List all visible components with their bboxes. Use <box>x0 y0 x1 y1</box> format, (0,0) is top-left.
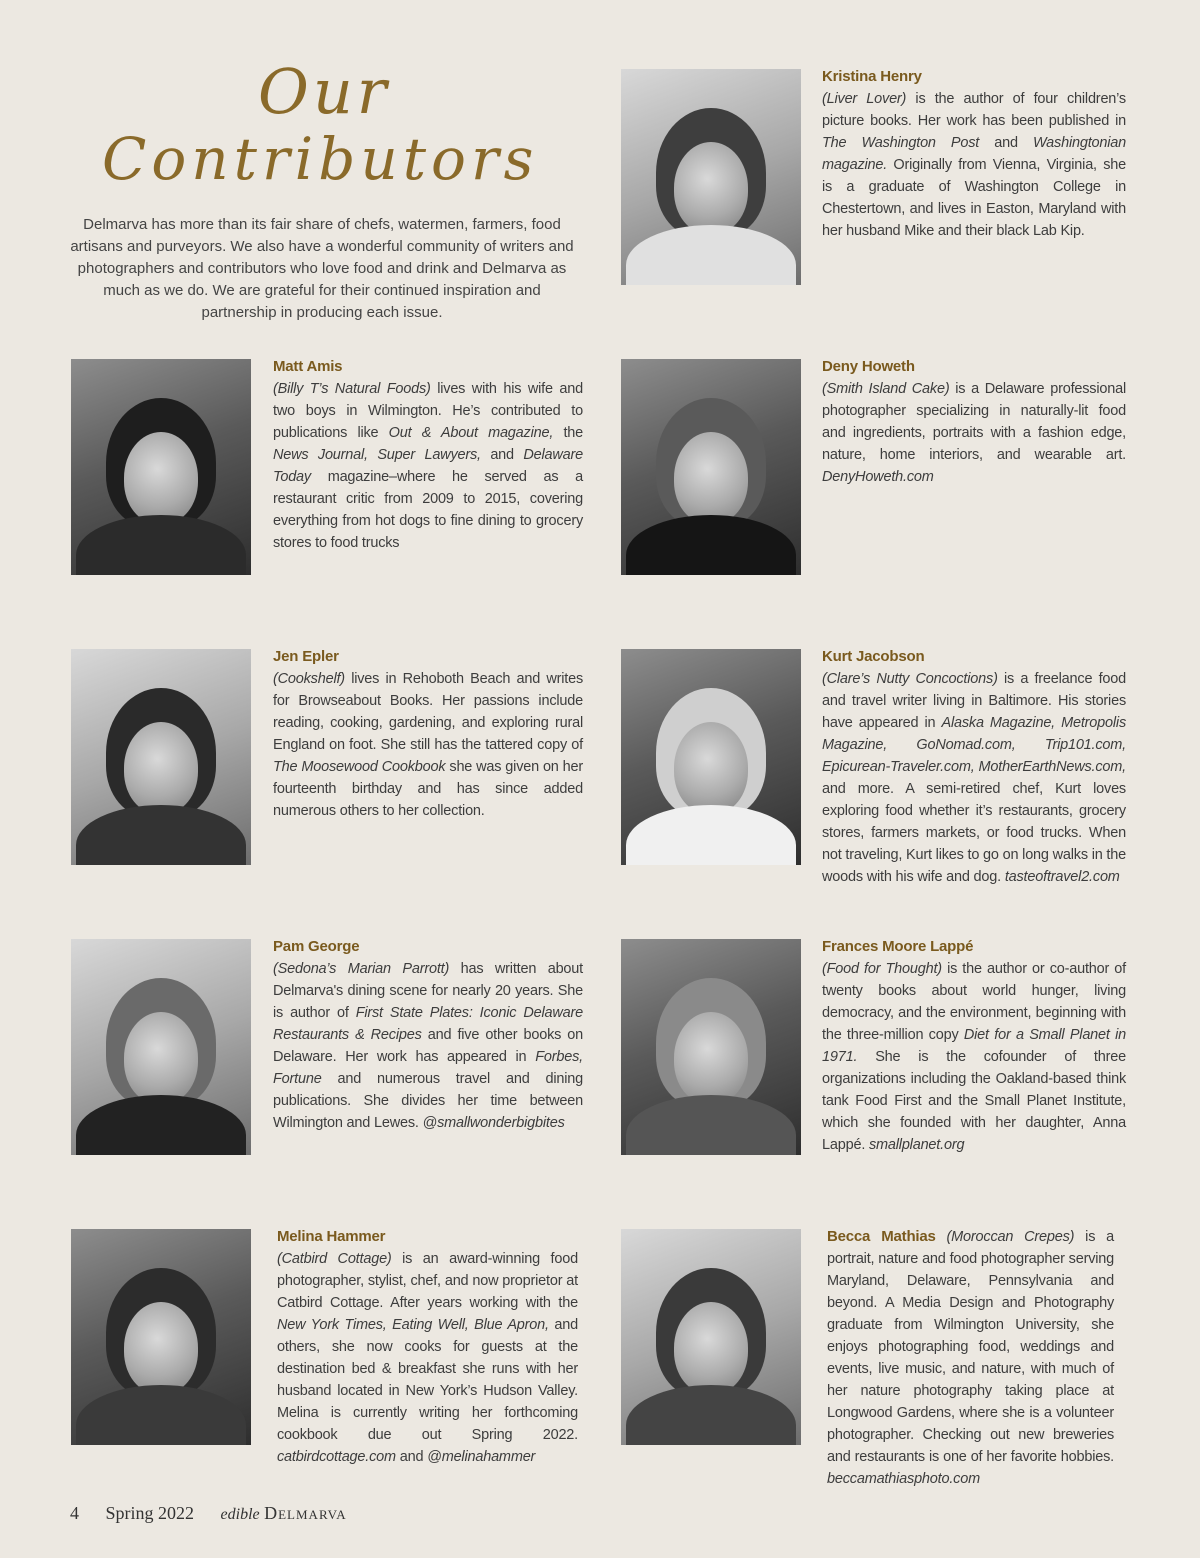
photo-jen-epler <box>71 649 251 865</box>
bio-text: (Sedona’s Marian Parrott) <box>273 961 450 977</box>
bio-text: Washingtonian magazine. <box>822 135 1126 173</box>
bio-text: (Billy T’s Natural Foods) <box>273 381 431 397</box>
contributor-name: Kurt Jacobson <box>822 648 925 665</box>
bio-text: and <box>480 447 524 463</box>
bio-text: The Washington Post <box>822 135 980 151</box>
photo-pam-george <box>71 939 251 1155</box>
bio-melina-hammer <box>277 1226 578 1468</box>
bio-becca-mathias <box>827 1226 1114 1490</box>
contributor-name: Pam George <box>273 938 360 955</box>
bio-matt-amis <box>273 356 583 554</box>
website-link[interactable]: DenyHoweth.com <box>822 469 934 485</box>
bio-text: (Liver Lover) <box>822 91 907 107</box>
bio-text: is an award-winning food photographer, stylist, chef, and now proprietor at Catbird Cottage. After years working with the <box>277 1251 578 1311</box>
website-link[interactable]: smallplanet.org <box>868 1137 965 1153</box>
bio-text: (Clare’s Nutty Concoctions) <box>822 671 998 687</box>
brand-italic: edible <box>220 1506 260 1523</box>
bio-text: New York Times, Eating Well, Blue Apron, <box>277 1317 549 1333</box>
bio-text: the <box>553 425 583 441</box>
contributor-name: Becca Mathias <box>827 1228 936 1245</box>
bio-text: is a portrait, nature and food photographer serving Maryland, Delaware, Pennsylvania and beyond. A Media Design and Photography graduate from Wilmington University, she enjoys photographing food, weddings and events, live music, and nature, with much of her nature photography taking place at Longwood Gardens, where she is a volunteer photographer. Checking out new breweries and restaurants is one of her favorite hobbies. <box>827 1229 1114 1465</box>
contributor-name: Matt Amis <box>273 358 343 375</box>
bio-text: lives in Rehoboth Beach and writes for Browseabout Books. Her passions include reading, cooking, gardening, and exploring rural England on foot. She still has the tattered copy of <box>273 671 583 753</box>
page-number: 4 <box>70 1503 79 1523</box>
bio-text: and five other books on Delaware. Her work has appeared in <box>273 1027 583 1065</box>
issue-date: Spring 2022 <box>105 1503 195 1523</box>
bio-text: Delaware Today <box>273 447 583 485</box>
bio-text: lives with his wife and two boys in Wilmington. He’s contributed to publications like <box>273 381 583 441</box>
photo-becca-mathias <box>621 1229 801 1445</box>
photo-kurt-jacobson <box>621 649 801 865</box>
bio-text: is the author or co-author of twenty books about world hunger, living democracy, and the environment, beginning with the three-million copy <box>822 961 1126 1043</box>
bio-frances-moore-lappe <box>822 936 1126 1156</box>
bio-jen-epler <box>273 646 583 822</box>
bio-text: and others, she now cooks for guests at the destination bed & breakfast she runs with her husband located in New York’s Hudson Valley. Melina is currently writing her forthcoming cookbook due out Spring 2022. <box>277 1317 578 1443</box>
photo-frances-moore-lappe <box>621 939 801 1155</box>
photo-matt-amis <box>71 359 251 575</box>
bio-text: Originally from Vienna, Virginia, she is a graduate of Washington College in Chestertown, and lives in Easton, Maryland with her husband Mike and their black Lab Kip. <box>822 157 1126 239</box>
bio-text: is the author of four children’s picture books. Her work has been published in <box>822 91 1126 129</box>
bio-text: and <box>979 135 1033 151</box>
photo-melina-hammer <box>71 1229 251 1445</box>
bio-text: and <box>395 1449 428 1465</box>
bio-text: Out & About magazine, <box>388 425 554 441</box>
magazine-brand <box>221 1503 347 1523</box>
bio-text: and more. A semi-retired chef, Kurt loves exploring food whether it’s restaurants, grocery stores, farmers markets, or food trucks. When not traveling, Kurt likes to go on long walks in the woods with his wife and dog. <box>822 781 1126 885</box>
page-footer <box>70 1503 369 1524</box>
bio-text: she was given on her fourteenth birthday and has since added numerous others to her collection. <box>273 759 584 819</box>
title-line-1: Our <box>258 55 391 128</box>
bio-text: Diet for a Small Planet in 1971. <box>822 1027 1126 1065</box>
bio-text: Forbes, Fortune <box>273 1049 583 1087</box>
bio-text: (Catbird Cottage) <box>277 1251 392 1267</box>
title-line-2: Contributors <box>102 125 539 193</box>
social-handle-link[interactable]: @smallwonderbigbites <box>422 1115 565 1131</box>
bio-text: is a Delaware professional photographer specializing in naturally-lit food and ingredients, portraits with a fashion edge, nature, home interiors, and wearable art. <box>822 381 1126 463</box>
bio-kurt-jacobson <box>822 646 1126 888</box>
contributor-name: Frances Moore Lappé <box>822 938 974 955</box>
contributor-name: Kristina Henry <box>822 68 922 85</box>
bio-pam-george <box>273 936 583 1134</box>
contributor-name: Jen Epler <box>273 648 339 665</box>
contributor-name: Melina Hammer <box>277 1228 386 1245</box>
brand-name: Delmarva <box>264 1503 347 1523</box>
bio-text: and numerous travel and dining publications. She divides her time between Wilmington and Lewes. <box>273 1071 583 1131</box>
bio-text: (Food for Thought) <box>822 961 942 977</box>
intro-paragraph: Delmarva has more than its fair share of chefs, watermen, farmers, food artisans and purveyors. We also have a wonderful community of writers and photographers and contributors who love food and drink and Delmarva as much as we do. We are grateful for their continued inspiration and partnership in producing each issue. <box>70 216 574 321</box>
contributor-name: Deny Howeth <box>822 358 915 375</box>
bio-text: magazine–where he served as a restaurant critic from 2009 to 2015, covering everything from hot dogs to fine dining to grocery stores to food trucks <box>273 469 583 551</box>
photo-kristina-henry <box>621 69 801 285</box>
bio-text: is a freelance food and travel writer living in Baltimore. His stories have appeared in <box>822 671 1126 731</box>
photo-deny-howeth <box>621 359 801 575</box>
website-link[interactable]: tasteoftravel2.com <box>1004 869 1120 885</box>
bio-text: The Moosewood Cookbook <box>273 759 446 775</box>
bio-text: News Journal, Super Lawyers, <box>273 447 481 463</box>
social-handle-link[interactable]: @melinahammer <box>427 1449 536 1465</box>
bio-deny-howeth <box>822 356 1126 488</box>
website-link[interactable]: beccamathiasphoto.com <box>827 1471 980 1487</box>
bio-text: (Smith Island Cake) <box>822 381 950 397</box>
bio-text: Alaska Magazine, Metropolis Magazine, GoNomad.com, Trip101.com, Epicurean-Traveler.com, MotherEarthNews.com, <box>822 715 1126 775</box>
bio-text: First State Plates: Iconic Delaware Restaurants & Recipes <box>273 1005 583 1043</box>
bio-text: (Moroccan Crepes) <box>935 1229 1075 1245</box>
bio-kristina-henry <box>822 66 1126 242</box>
bio-text: (Cookshelf) <box>273 671 345 687</box>
website-link[interactable]: catbirdcottage.com <box>277 1449 396 1465</box>
bio-text: She is the cofounder of three organizations including the Oakland-based think tank Food First and the Small Planet Institute, which she founded with her daughter, Anna Lappé. <box>822 1049 1126 1153</box>
page-title <box>80 55 550 205</box>
bio-text: has written about Delmarva's dining scene for nearly 20 years. She is author of <box>273 961 583 1021</box>
